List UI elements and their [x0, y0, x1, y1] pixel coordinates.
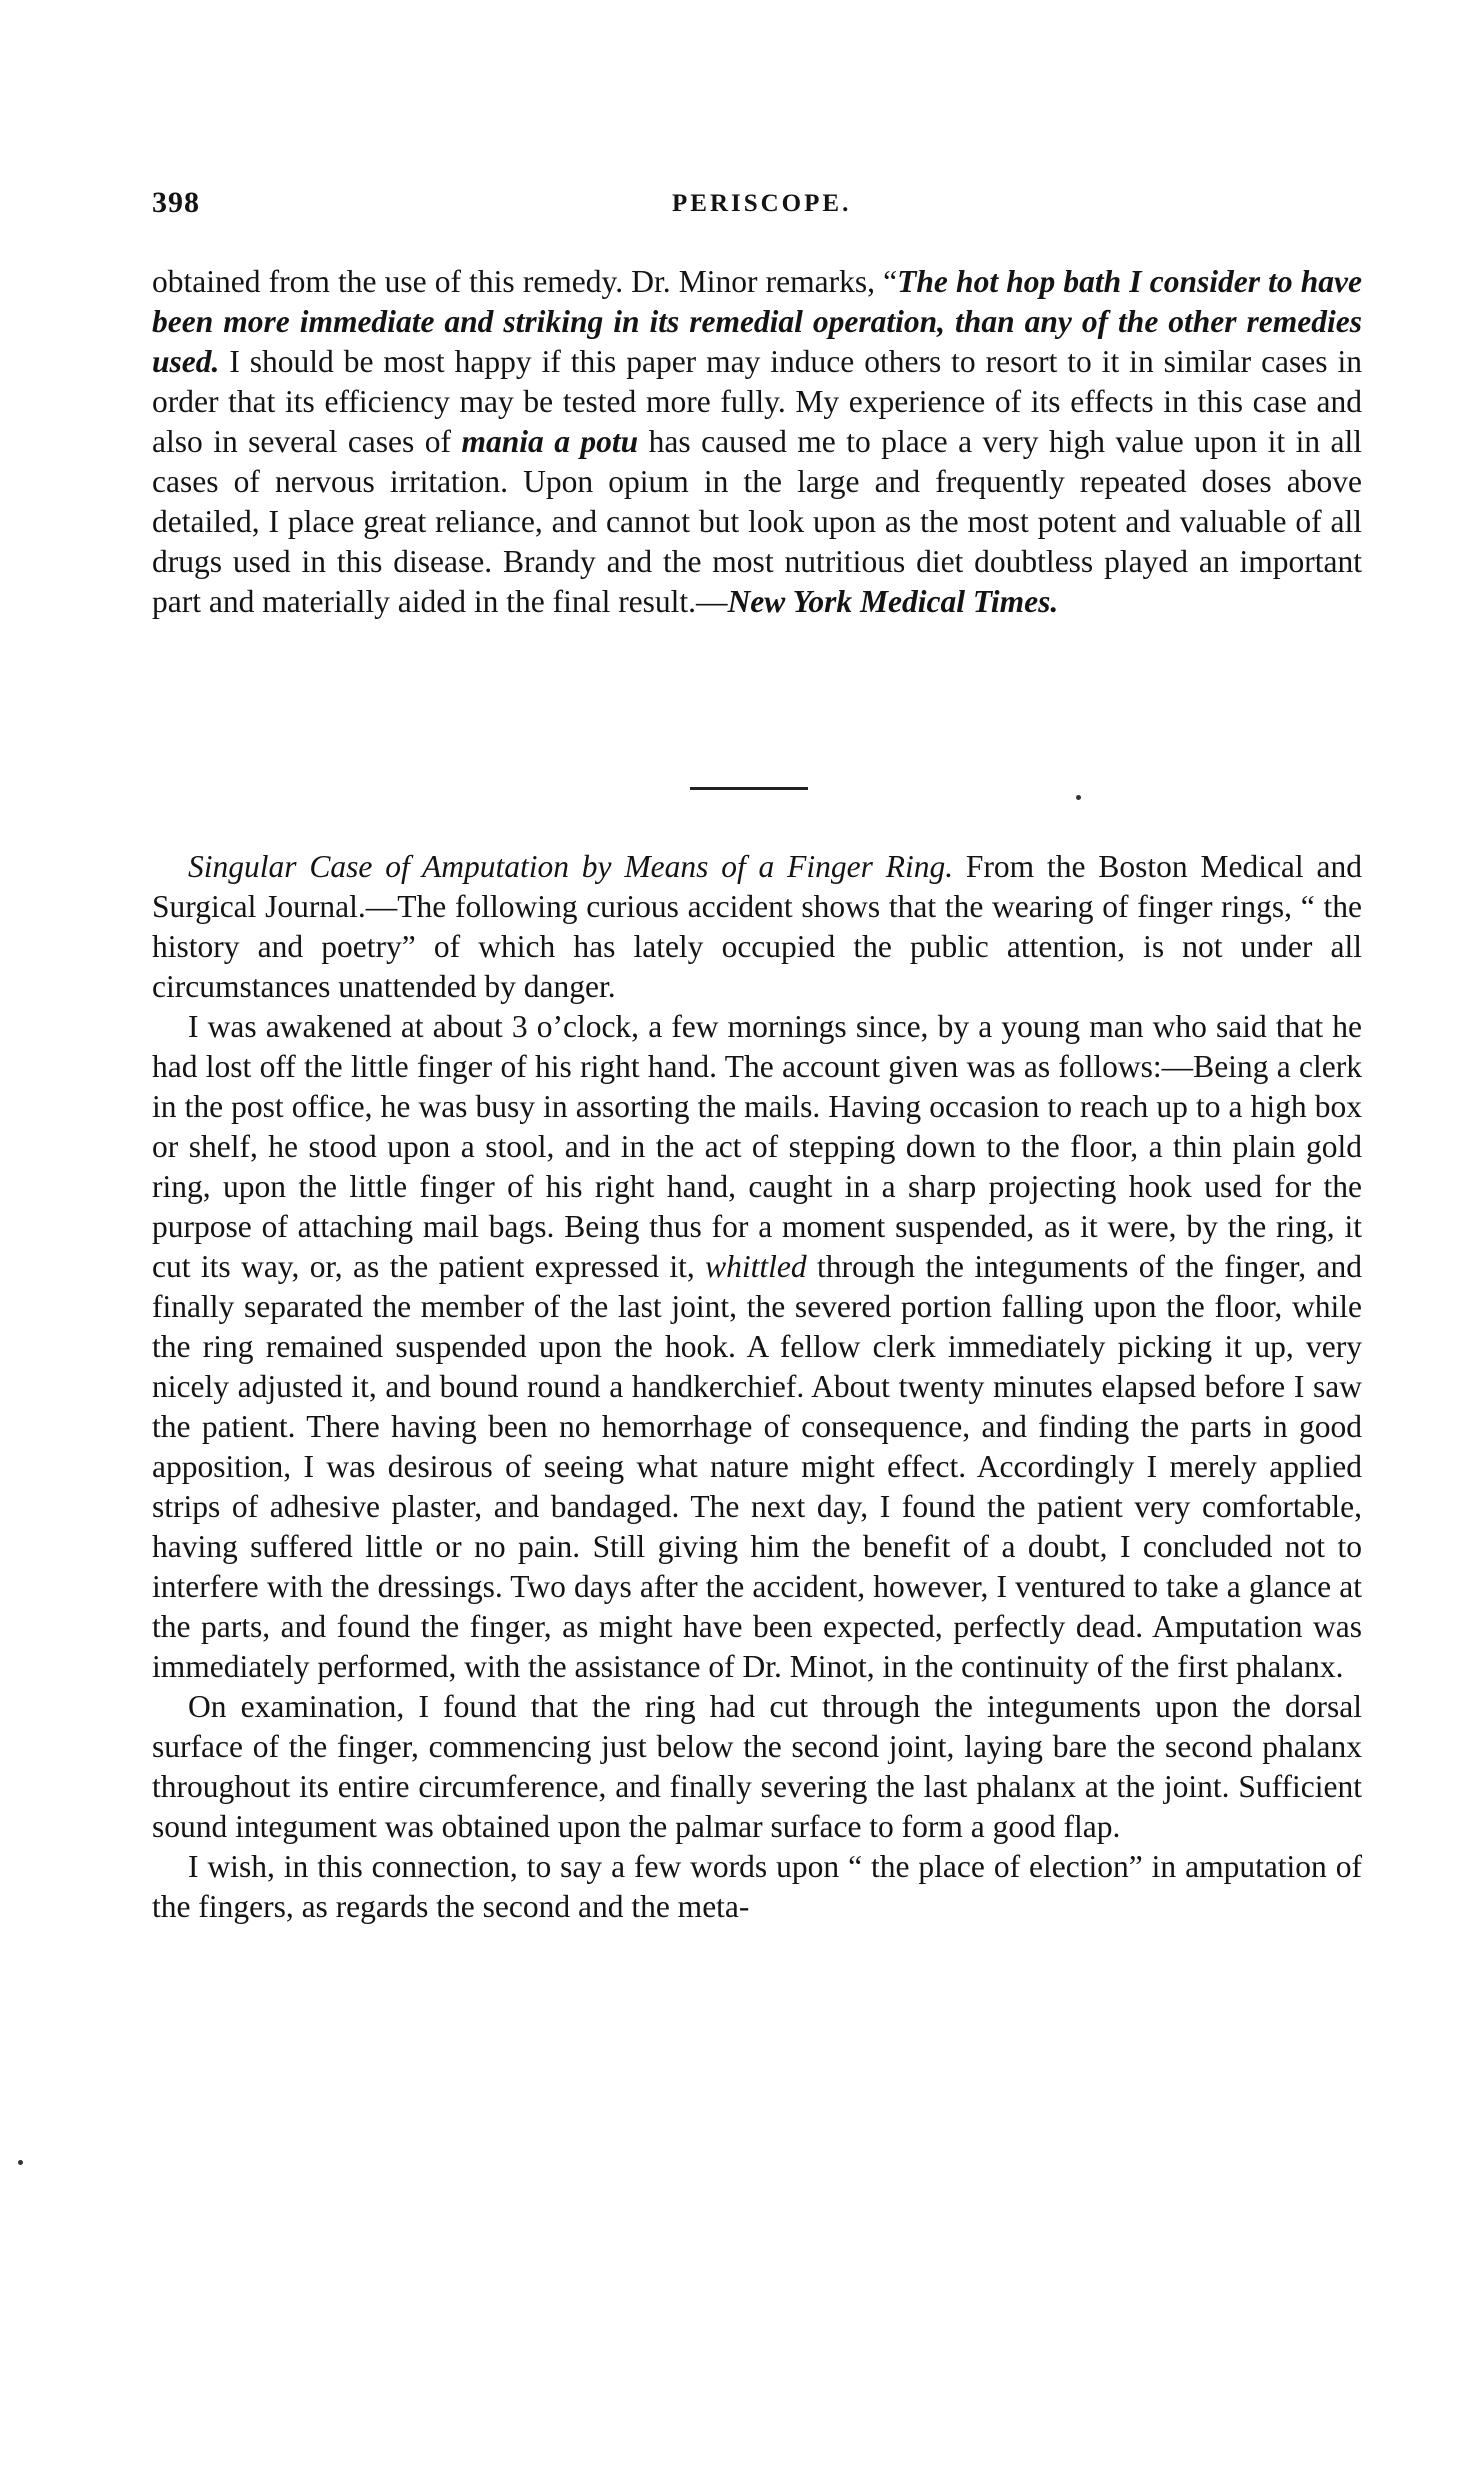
source-citation: New York Medical Times. — [727, 584, 1059, 619]
print-speck — [18, 2160, 23, 2165]
examination-paragraph: On examination, I found that the ring had cut through the integuments upon the dorsal surface of the finger, commencing just below the second joint, laying bare the second phalanx throughout its entire circumference, and finally severing the last phalanx at the joint. Sufficient sound integument was obtained upon the palmar surface to form a good flap. — [152, 1689, 1362, 1844]
article-intro-paragraph — [152, 847, 1362, 1007]
election-paragraph: I wish, in this connection, to say a few words upon “ the place of election” in amputation of the fingers, as regards the second and the meta- — [152, 1849, 1362, 1924]
print-speck — [1076, 795, 1081, 800]
article-intro: From the Boston Medical and Surgical Journal.—The following curious accident shows that the wearing of finger rings, “ the history and poetry” of which has lately occupied the public attention, is not under all circumstances unattended by danger. — [152, 849, 1362, 1004]
page-number: 398 — [152, 186, 200, 219]
article-continuation — [152, 262, 1362, 622]
article-amputation — [152, 847, 1362, 1927]
latin-term: mania a potu — [461, 424, 639, 459]
text-after-latin: has caused me to place a very high value upon it in all cases of nervous irritation. Upon opium in the large and frequently repeated doses above detailed, I place great reliance, and cannot but look upon as the most potent and valuable of all drugs used in this disease. Brandy and the most nutritious diet doubtless played an important part and materially aided in the final result.— — [152, 424, 1363, 619]
section-divider — [690, 787, 808, 790]
case-paragraph — [152, 1007, 1362, 1687]
continuation-paragraph — [152, 262, 1362, 622]
case-text-after: through the integuments of the finger, and finally separated the member of the last joint, the severed portion falling upon the floor, while the ring remained suspended upon the hook. A fellow clerk immediately picking it up, very nicely adjusted it, and bound round a handkerchief. About twenty minutes elapsed before I saw the patient. There having been no hemorrhage of consequence, and finding the parts in good apposition, I was desirous of seeing what nature might effect. Accordingly I merely applied strips of adhesive plaster, and bandaged. The next day, I found the patient very comfortable, having suffered little or no pain. Still giving him the benefit of a doubt, I concluded not to interfere with the dressings. Two days after the accident, however, I ventured to take a glance at the parts, and found the finger, as might have been expected, perfectly dead. Amputation was immediately performed, with the assistance of Dr. Minot, in the continuity of the first phalanx. — [152, 1249, 1363, 1684]
page-header — [152, 186, 1362, 226]
article-title: Singular Case of Amputation by Means of a Finger Ring. — [188, 849, 954, 884]
text-after-quote: I should be most happy if this paper may induce others to resort to it in similar cases in order that its efficiency may be tested more fully. My experience of its effects in this case and also in several cases of — [152, 344, 1362, 459]
text-before-quote: obtained from the use of this remedy. Dr. Minor remarks, “ — [152, 264, 898, 299]
italic-word: whittled — [705, 1249, 807, 1284]
running-head: PERISCOPE. — [672, 190, 852, 217]
quoted-remark: The hot hop bath I consider to have been more immediate and striking in its remedial operation, than any of the other remedies used. — [152, 264, 1363, 379]
case-text-before: I was awakened at about 3 o’clock, a few mornings since, by a young man who said that he had lost off the little finger of his right hand. The account given was as follows:—Being a clerk in the post office, he was busy in assorting the mails. Having occasion to reach up to a high box or shelf, he stood upon a stool, and in the act of stepping down to the floor, a thin plain gold ring, upon the little finger of his right hand, caught in a sharp projecting hook used for the purpose of attaching mail bags. Being thus for a moment suspended, as it were, by the ring, it cut its way, or, as the patient expressed it, — [152, 1009, 1362, 1284]
